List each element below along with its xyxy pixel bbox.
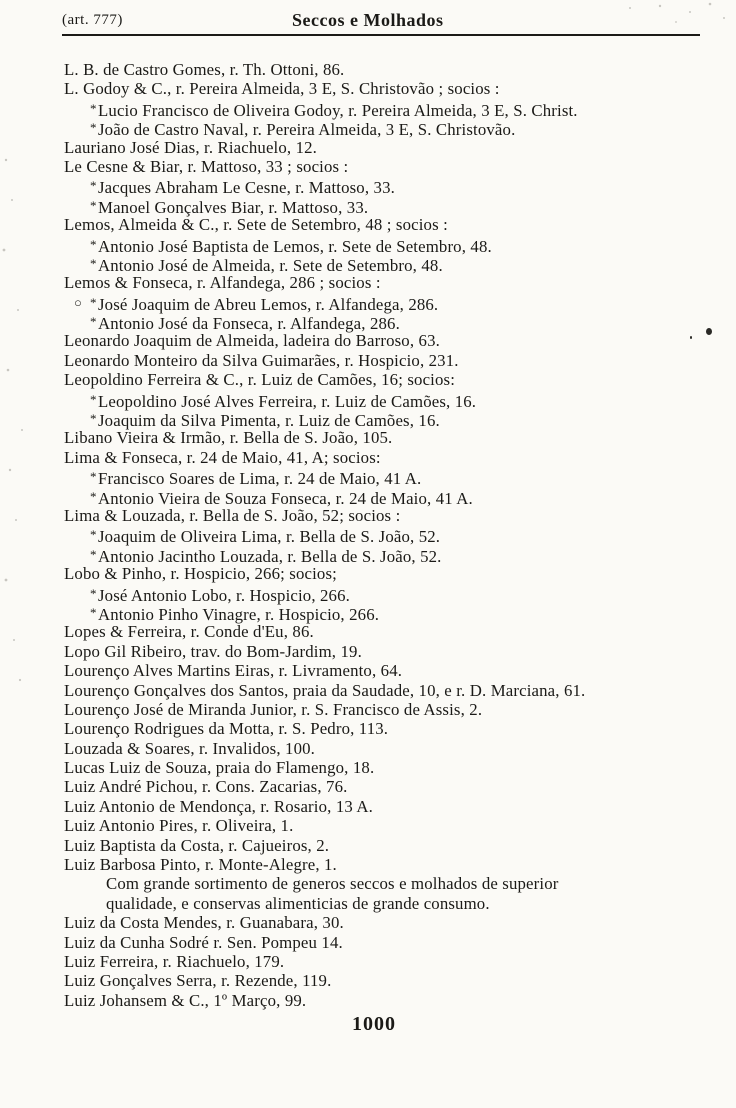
partner-entry [0, 584, 736, 603]
entry-text: Luiz Johansem & C., 1º Março, 99. [64, 990, 307, 1010]
asterisk-icon: * [90, 585, 97, 601]
directory-entry [0, 777, 736, 796]
partner-entry [0, 603, 736, 622]
entry-text: Manoel Gonçalves Biar, r. Mattoso, 33. [98, 197, 369, 217]
partner-entry [0, 176, 736, 198]
directory-entry [0, 855, 736, 874]
directory-entry [0, 816, 736, 835]
directory-entry [0, 79, 736, 98]
partner-entry [0, 390, 736, 409]
asterisk-icon: * [90, 100, 97, 116]
entry-text: Lopes & Ferreira, r. Conde d'Eu, 86. [64, 622, 314, 642]
directory-entry [0, 351, 736, 370]
asterisk-icon: * [90, 197, 97, 213]
entry-text: Luiz da Costa Mendes, r. Guanabara, 30. [64, 913, 344, 933]
directory-entry [0, 60, 736, 79]
entry-text: Luiz André Pichou, r. Cons. Zacarias, 76. [64, 777, 348, 797]
entry-text: Luiz Gonçalves Serra, r. Rezende, 119. [64, 971, 332, 991]
partner-entry [0, 525, 736, 547]
entry-text: Lima & Louzada, r. Bella de S. João, 52; socios : [64, 505, 401, 525]
asterisk-icon: * [90, 604, 97, 620]
asterisk-icon: * [90, 178, 97, 194]
entry-text: José Antonio Lobo, r. Hospicio, 266. [98, 585, 350, 605]
asterisk-icon: * [90, 236, 97, 252]
entry-text: João de Castro Naval, r. Pereira Almeida, 3 E, S. Christovão. [98, 120, 516, 140]
entry-text: Lopo Gil Ribeiro, trav. do Bom-Jardim, 19. [64, 641, 362, 661]
directory-entry [0, 700, 736, 719]
directory-entry [0, 428, 736, 447]
entry-text: Lima & Fonseca, r. 24 de Maio, 41, A; socios: [64, 447, 381, 467]
entry-list [0, 60, 736, 1010]
entry-text: Lourenço José de Miranda Junior, r. S. Francisco de Assis, 2. [64, 699, 483, 719]
partner-entry [0, 293, 736, 312]
directory-entry [0, 622, 736, 641]
asterisk-icon: * [90, 391, 97, 407]
entry-text: Antonio Pinho Vinagre, r. Hospicio, 266. [98, 604, 380, 624]
directory-entry [0, 913, 736, 932]
asterisk-icon: * [90, 120, 97, 136]
entry-text: Joaquim de Oliveira Lima, r. Bella de S. João, 52. [98, 527, 441, 547]
ink-speck [706, 328, 712, 335]
directory-entry [0, 739, 736, 758]
entry-text: Lucio Francisco de Oliveira Godoy, r. Pereira Almeida, 3 E, S. Christ. [98, 100, 578, 120]
directory-entry [0, 448, 736, 467]
page-number: 1000 [352, 1013, 396, 1035]
entry-text: Lemos & Fonseca, r. Alfandega, 286 ; socios : [64, 273, 381, 293]
entry-text: Lauriano José Dias, r. Riachuelo, 12. [64, 137, 318, 157]
entry-text: Francisco Soares de Lima, r. 24 de Maio, 41 A. [98, 469, 422, 489]
entry-text: Libano Vieira & Irmão, r. Bella de S. João, 105. [64, 428, 393, 448]
directory-entry [0, 681, 736, 700]
entry-text: Antonio Jacintho Louzada, r. Bella de S. João, 52. [98, 546, 442, 566]
section-title: Seccos e Molhados [292, 10, 444, 30]
entry-text: Leopoldino Ferreira & C., r. Luiz de Camões, 16; socios: [64, 370, 456, 390]
asterisk-icon: * [90, 488, 97, 504]
entry-text: Lourenço Alves Martins Eiras, r. Livramento, 64. [64, 661, 403, 681]
entry-text: Luiz da Cunha Sodré r. Sen. Pompeu 14. [64, 932, 343, 952]
entry-text: Antonio Vieira de Souza Fonseca, r. 24 de Maio, 41 A. [98, 488, 473, 508]
directory-entry [0, 836, 736, 855]
entry-text: Luiz Ferreira, r. Riachuelo, 179. [64, 951, 285, 971]
directory-entry [0, 331, 736, 350]
directory-entry [0, 933, 736, 952]
article-reference: (art. 777) [62, 12, 123, 28]
asterisk-icon: * [90, 527, 97, 543]
directory-entry [0, 952, 736, 971]
entry-text: Antonio José da Fonseca, r. Alfandega, 286. [98, 314, 400, 334]
entry-note [0, 894, 736, 913]
asterisk-icon: * [90, 469, 97, 485]
circle-mark-icon: ○ [74, 294, 83, 310]
entry-text: Luiz Baptista da Costa, r. Cajueiros, 2. [64, 835, 330, 855]
directory-entry [0, 370, 736, 389]
entry-text: Le Cesne & Biar, r. Mattoso, 33 ; socios : [64, 156, 349, 176]
directory-entry [0, 797, 736, 816]
entry-text: Lourenço Gonçalves dos Santos, praia da Saudade, 10, e r. D. Marciana, 61. [64, 680, 586, 700]
entry-text: Luiz Antonio Pires, r. Oliveira, 1. [64, 816, 294, 836]
entry-text: Joaquim da Silva Pimenta, r. Luiz de Camões, 16. [98, 411, 440, 431]
directory-entry [0, 273, 736, 292]
page-header [62, 8, 700, 36]
entry-text: qualidade, e conservas alimenticias de grande consumo. [106, 893, 490, 913]
partner-entry [0, 487, 736, 506]
entry-text: Lucas Luiz de Souza, praia do Flamengo, 18. [64, 758, 375, 778]
directory-entry [0, 642, 736, 661]
asterisk-icon: * [90, 294, 97, 310]
entry-text: L. B. de Castro Gomes, r. Th. Ottoni, 86. [64, 60, 345, 79]
entry-text: Leonardo Joaquim de Almeida, ladeira do Barroso, 63. [64, 331, 440, 351]
asterisk-icon: * [90, 314, 97, 330]
directory-entry [0, 157, 736, 176]
partner-entry [0, 235, 736, 254]
entry-text: Lemos, Almeida & C., r. Sete de Setembro, 48 ; socios : [64, 215, 448, 235]
entry-text: Antonio José de Almeida, r. Sete de Setembro, 48. [98, 255, 443, 275]
asterisk-icon: * [90, 411, 97, 427]
entry-note [0, 874, 736, 893]
entry-text: Louzada & Soares, r. Invalidos, 100. [64, 738, 316, 758]
entry-text: Lobo & Pinho, r. Hospicio, 266; socios; [64, 564, 337, 584]
edge-stain [0, 140, 40, 700]
directory-entry [0, 215, 736, 234]
directory-entry [0, 138, 736, 157]
entry-text: Luiz Antonio de Mendonça, r. Rosario, 13 A. [64, 796, 373, 816]
partner-entry [0, 99, 736, 118]
entry-text: José Joaquim de Abreu Lemos, r. Alfandega, 286. [98, 294, 439, 314]
directory-entry [0, 758, 736, 777]
entry-text: Com grande sortimento de generos seccos e molhados de superior [106, 874, 559, 894]
partner-entry [0, 467, 736, 489]
asterisk-icon: * [90, 255, 97, 271]
directory-entry [0, 971, 736, 990]
entry-text: Luiz Barbosa Pinto, r. Monte-Alegre, 1. [64, 855, 337, 875]
entry-text: Lourenço Rodrigues da Motta, r. S. Pedro, 113. [64, 719, 389, 739]
entry-text: Leonardo Monteiro da Silva Guimarães, r. Hospicio, 231. [64, 350, 459, 370]
partner-entry [0, 312, 736, 334]
entry-text: L. Godoy & C., r. Pereira Almeida, 3 E, S. Christovão ; socios : [64, 79, 500, 99]
directory-entry [0, 564, 736, 583]
corner-stain [610, 0, 736, 40]
directory-entry [0, 506, 736, 525]
directory-entry [0, 661, 736, 680]
asterisk-icon: * [90, 546, 97, 562]
partner-entry [0, 545, 736, 564]
entry-text: Leopoldino José Alves Ferreira, r. Luiz de Camões, 16. [98, 391, 477, 411]
ink-speck [690, 336, 692, 339]
partner-entry [0, 409, 736, 431]
directory-entry [0, 719, 736, 738]
entry-text: Antonio José Baptista de Lemos, r. Sete de Setembro, 48. [98, 236, 492, 256]
partner-entry [0, 118, 736, 140]
partner-entry [0, 254, 736, 273]
partner-entry [0, 196, 736, 215]
entry-text: Jacques Abraham Le Cesne, r. Mattoso, 33. [98, 178, 395, 198]
directory-entry [0, 991, 736, 1010]
